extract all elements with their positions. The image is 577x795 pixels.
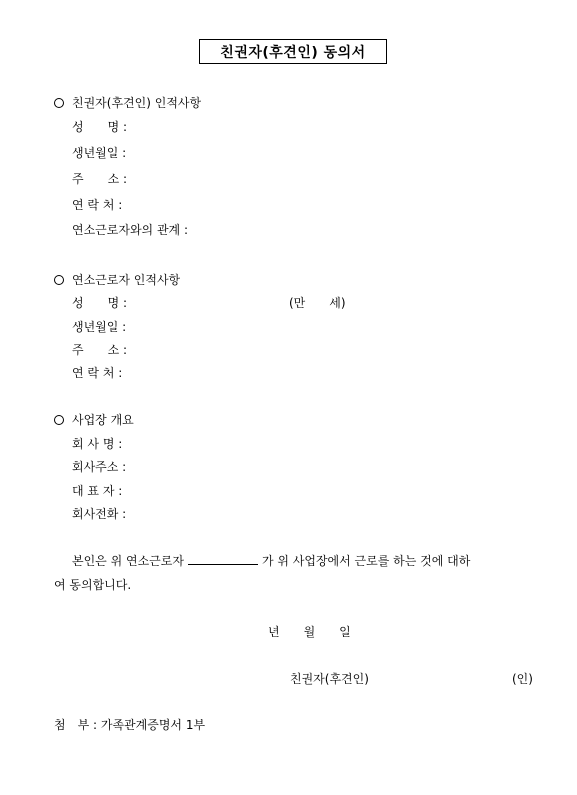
minor-age-field: (만 세) — [289, 296, 346, 310]
guardian-section-heading — [54, 94, 201, 111]
company-phone-label: 회사전화 : — [72, 507, 127, 521]
consent-sentence-line2: 여 동의합니다. — [54, 578, 132, 592]
guardian-birth-label: 생년월일 : — [72, 146, 127, 160]
representative-label: 대 표 자 : — [72, 484, 123, 498]
seal-mark: (인) — [512, 672, 533, 686]
guardian-name-label: 성 명 : — [72, 120, 128, 134]
consent-sentence — [72, 552, 470, 569]
workplace-heading-text: 사업장 개요 — [72, 413, 134, 427]
circle-bullet-icon — [54, 98, 64, 108]
minor-name-label: 성 명 : — [72, 296, 128, 310]
minor-heading-text: 연소근로자 인적사항 — [72, 273, 181, 287]
signature-label: 친권자(후견인) — [290, 672, 369, 686]
minor-section-heading — [54, 271, 180, 288]
circle-bullet-icon — [54, 275, 64, 285]
minor-name-blank — [188, 552, 258, 565]
minor-contact-label: 연 락 처 : — [72, 366, 123, 380]
minor-address-label: 주 소 : — [72, 343, 128, 357]
consent-text-part1: 본인은 위 연소근로자 — [72, 554, 184, 568]
circle-bullet-icon — [54, 415, 64, 425]
company-address-label: 회사주소 : — [72, 460, 127, 474]
guardian-address-label: 주 소 : — [72, 172, 128, 186]
consent-text-part2: 가 위 사업장에서 근로를 하는 것에 대하 — [261, 554, 471, 568]
guardian-heading-text: 친권자(후견인) 인적사항 — [72, 96, 202, 110]
guardian-contact-label: 연 락 처 : — [72, 198, 123, 212]
attachment-note: 첨 부 : 가족관계증명서 1부 — [54, 718, 206, 732]
document-title: 친권자(후견인) 동의서 — [199, 39, 387, 64]
minor-birth-label: 생년월일 : — [72, 320, 127, 334]
workplace-section-heading — [54, 411, 134, 428]
guardian-relation-label: 연소근로자와의 관계 : — [72, 223, 189, 237]
date-line: 년 월 일 — [268, 625, 351, 639]
company-name-label: 회 사 명 : — [72, 437, 123, 451]
